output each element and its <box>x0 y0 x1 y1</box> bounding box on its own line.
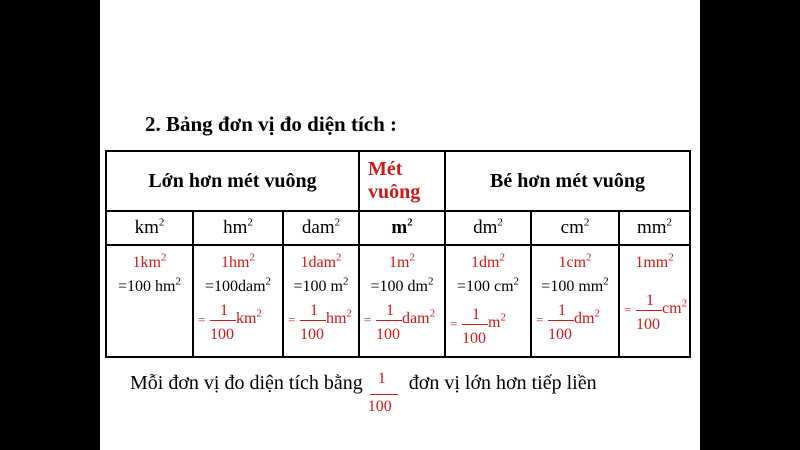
larger-than-meter-label: Lớn hơn mét vuông <box>106 151 359 211</box>
equals-text: =100 mm <box>541 278 604 295</box>
equals-text: =100 cm <box>456 278 514 295</box>
equals-text: =100dam <box>204 278 266 295</box>
unit-m: $m^2$ <box>359 211 445 245</box>
unit-hm: $hm^2$ <box>193 211 283 245</box>
fraction-expression: = 1 100 $km^2$ <box>198 302 262 343</box>
unit-value: 1mm <box>635 254 669 271</box>
fraction-expression: = 1 100 $dm^2$ <box>536 302 600 343</box>
unit-value: 1cm <box>558 254 587 271</box>
conversion-cell-cm: $1cm^2$ =100 $mm^2$ = 1 100 $dm^2$ <box>531 245 619 357</box>
unit-value: 1hm <box>221 254 250 271</box>
square-meter-label-line2: vuông <box>368 181 421 203</box>
conversion-cell-mm: $1mm^2$ = 1 100 $cm^2$ <box>619 245 690 357</box>
fraction-expression: = 1 100 $m^2$ <box>450 306 506 347</box>
conversion-cell-hm: $1hm^2$ =100dam$^2$ = 1 100 $km^2$ <box>193 245 283 357</box>
conversion-cell-m: $1m^2$ =100 $dm^2$ = 1 100 dam$^2$ <box>359 245 445 357</box>
unit-value: 1dam <box>300 254 337 271</box>
unit-km: $km^2$ <box>106 211 193 245</box>
rule-text-after: đơn vị lớn hơn tiếp liền <box>408 372 597 394</box>
fraction-expression: = 1 100 $hm^2$ <box>288 302 352 343</box>
unit-dam: dam$^2$ <box>283 211 359 245</box>
area-units-table <box>105 150 691 358</box>
unit-mm: $mm^2$ <box>619 211 690 245</box>
fraction-expression: = 1 100 $cm^2$ <box>624 292 688 333</box>
rule-statement <box>130 370 597 415</box>
conversion-cell-dam: 1dam$^2$ =100 $m^2$ = 1 100 $hm^2$ <box>283 245 359 357</box>
section-heading: 2. Bảng đơn vị đo diện tích : <box>145 112 398 136</box>
unit-row <box>106 211 690 245</box>
fraction-expression: = 1 100 dam$^2$ <box>364 302 436 343</box>
equals-text: =100 m <box>293 278 343 295</box>
group-header-row <box>106 151 690 211</box>
square-meter-label <box>359 151 445 211</box>
equals-text: =100 dm <box>370 278 428 295</box>
equals-text: =100 hm <box>118 278 176 295</box>
conversion-row <box>106 245 690 357</box>
unit-value: 1m <box>389 254 410 271</box>
conversion-cell-dm: $1dm^2$ =100 $cm^2$ = 1 100 $m^2$ <box>445 245 531 357</box>
unit-dm: $dm^2$ <box>445 211 531 245</box>
unit-value: 1dm <box>471 254 500 271</box>
smaller-than-meter-label: Bé hơn mét vuông <box>445 151 690 211</box>
unit-cm: $cm^2$ <box>531 211 619 245</box>
rule-text-before: Mỗi đơn vị đo diện tích bằng <box>130 372 363 394</box>
slide <box>100 0 700 450</box>
rule-fraction: $\frac{1}{100}$ <box>368 372 404 392</box>
unit-value: 1km <box>132 254 161 271</box>
conversion-cell-km: $1km^2$ =100 $hm^2$ <box>106 245 193 357</box>
square-meter-label-line1: Mét <box>368 158 403 180</box>
